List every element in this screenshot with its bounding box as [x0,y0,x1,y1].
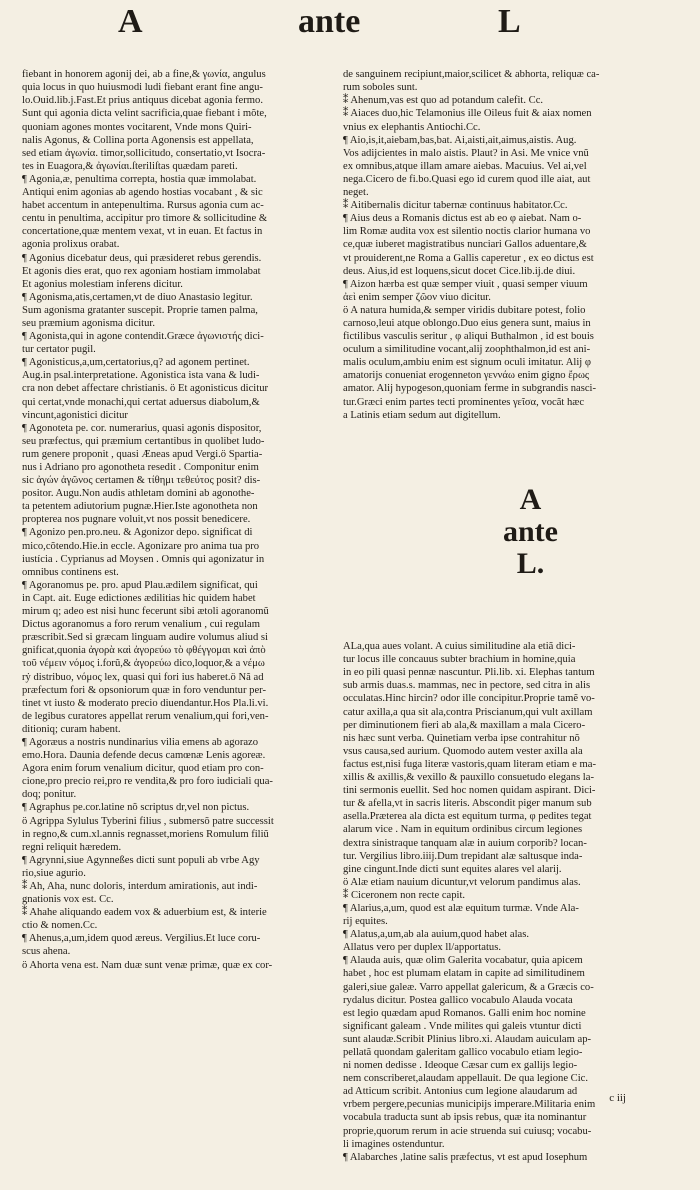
right-column [343,42,673,1190]
signature-mark: c iij [609,1092,626,1104]
section-heading-right-letter: L. [516,546,545,580]
running-head-left-letter: A [118,3,143,40]
section-heading-left-letter: A [519,482,542,516]
left-column-text: fiebant in honorem agonij dei, ab a fine,& γωνία, angulus quia locus in quo huiusmodi ludi fiebant erant fine angu- lo.Ouid.lib.j.Fast.Et prius antiquus dicebat agonia fermo. Sunt qui agonia dicta velint sacrificia,quae fiebant i mõte, quoniam agones montes vocitarent, Vnde mons Quiri- nalis Agonus, & Collina porta Agonensis est appellata, sed etiam ἀγωνία. timor,sollicitudo, consertatio,vt Isocra- tes in Euagora,& ἀγωνίαι.ſteriliſtas quædam pareti. ¶ Agonia,æ, penultima correpta, hostia quæ immolabat. Antiqui enim agonias ab agendo hostias vocabant , & sic habet accentum in antepenultima. Rursus agonia cum ac- centu in penultima, accipitur pro timore & sollicitudine & concertatione,quæ mentem vexat, vt in euan. Et factus in agonia prolixus orabat. ¶ Agonius dicebatur deus, qui præsideret rebus gerendis. Et agonis dies erat, quo rex agoniam hostiam immolabat Et agonius molestiam inferens dicitur. ¶ Agonisma,atis,certamen,vt de diuo Anastasio legitur. Sum agonisma gratanter suscepit. Proprie tamen palma, seu præmium agonisma dicitur. ¶ Agonista,qui in agone contendit.Græce ἀγωνιστής dici- tur certator pugil. ¶ Agonisticus,a,um,certatorius,q? ad agonem pertinet. Aug.in psal.interpretatione. Agonistica ista vana & ludi- cra non debet affectare christianis. ö Et agonisticus dicitur qui certat,vnde monachi,qui certat aduersus diabolum,& vincunt,agonistici dicitur ¶ Agonoteta pe. cor. numerarius, quasi agonis dispositor, seu præfectus, qui præmium certantibus in quolibet ludo- rum genere proponit , quasi Æneas apud Vergi.ö Spartia- nus i Adriano pro agonotheta resedit . Componitur enim sic ἀγών ἀγῶνος certamen & τίθημι τεθεύτος posit? dis- positor. Augu.Non audis athletam domini ab agonothe- ta petentem adiutorium pugnæ.Hier.Iste agonotheta non propterea nos pugnare voluit,vt nos possit benedicere. ¶ Agonizo pen.pro.neu. & Agonizor depo. significat di mico,cõtendo.Hie.in eccle. Agonizare pro anima tua pro iustícia . Cyprianus ad Moysen . Omnis qui agonizatur in omnibus continens est. ¶ Agoranomus pe. pro. apud Plau.ædilem significat, qui in Capt. ait. Euge edictiones ædilitias hic quidem habet mirum q; adeo est nisi hunc fecerunt sibi ætoli agoranomũ Dictus agoranomus a foro rerum venalium , cui regulam præscribit.Sed si græcam linguam audire volumus aliud si gnificat,quonia ἀγορὰ καὶ ἀγορεύω τὸ φθέγγομαι καὶ ἀπὸ τοῦ νέμειν νόμος i.forũ,& ἀγορεύω dico,loquor,& a νέμω rẏ distribuo, νόμος lex, quasi qui fori ius haberet.ö Nã ad præfectum fori & opsoniorum quæ in foro venduntur per- tinet vt iusto & moderato precio diuendantur.Hos Pla.li.vi. de legibus curatores appellat rerum venalium,qui fori,ven- ditioniq; curam habent. ¶ Agoræus a nostris nundinarius vilia emens ab agorazo emo.Hora. Daunia defende decus camœnæ Lenis agoreæ. Agora enim forum venalium dicitur, quod etiam pro con- cione,pro precio rei,pro re vendita,& pro foro iudiciali qua- doq; ponitur. ¶ Agraphus pe.cor.latine nõ scriptus dr,vel non pictus. ö Agrippa Sylulus Tyberini filius , submersõ patre successit in regno,& cum.xl.annis regnasset,moriens Romulum filiũ regni reliquit hæredem. ¶ Agrynni,siue Agynneßes dicti sunt populi ab vrbe Agy rio,siue agurio. ⁑ Ah, Aha, nunc doloris, interdum amirationis, aut indi- gnationis vox est. Cc. ⁑ Ahahe aliquando eadem vox & aduerbium est, & interie ctio & nomen.Cc. ¶ Ahenus,a,um,idem quod æreus. Vergilius.Et luce coru- scus ahena. ö Ahorta vena est. Nam duæ sunt venæ primæ, quæ ex cor- [22,69,274,971]
running-head-right-letter: L [498,3,521,40]
running-head-word: ante [298,3,361,40]
section-heading-word: ante [503,514,558,548]
right-column-text-top: de sanguinem recipiunt,maior,scilicet & abhorta, reliquæ ca- rum soboles sunt. ⁑ Ahenum,vas est quo ad potandum calefit. Cc. ⁑ Aiaces duo,hic Telamonius ille Oileus fuit & aiax nomen vnius ex elephantis Antiochi.Cc. ¶ Aio,is,it,aiebam,bas,bat. Ai,aisti,ait,aimus,aistis. Aug. Vos adijcientes in malo aistis. Plaut? in Asi. Me vnice vnũ ex omnibus,atque illam amare aiebas. Macuius. Vel ai,vel nega.Cicero de fi.bo.Quasi ego id curem quod ille aiat, aut neget. ⁑ Aitibernalis dicitur tabernæ continuus habitator.Cc. ¶ Aius deus a Romanis dictus est ab eo φ aiebat. Nam o- lim Romæ audita vox est silentio noctis clarior humana vo ce,quæ iuberet magistratibus nunciari Gallos aduentare,& vt prouiderent,ne Roma a Gallis caperetur , ex eo dictus est deus. Aius,id est loquens,sicut docet Cice.lib.ij.de diui. ¶ Aizon hærba est quæ semper viuit , quasi semper viuum ἀεὶ enim semper ζῶον viuo dicitur. ö A natura humida,& semper viridis dubitare potest, folio carnoso,leui atque oblongo.Duo eius genera sunt, maius in fictilibus vasculis seritur , φ aliqui Buthalmon , id est bouis oculum a similitudine vocant,alij zoophthalmon,id est ani- malis oculum,ambiu enim est signum oculi imitatur. Alij φ amatorijs conueniat erogenneton γεννάω enim gigno ἔρως amator. Alij hypogeson,quoniam ferme in subgrandis nasci- tur.Græci enim partes tecti prominentes γεῖσα, vocãt hæc a Latinis etiam sedum aut digitellum. [343,69,600,421]
section-heading [343,452,673,612]
right-column-text-bottom: ALa,qua aues volant. A cuius similitudine ala etiã dici- tur locus ille concauus subter brachium in homine,quia in eo pili quasi pennæ nascuntur. Pli.lib. xi. Elephas tantum sub armis duas.s. mammas, nec in pectore, sed citra in alis occulatas.Hinc hircin? odor ille concipitur.Proprie tamẽ vo- catur axilla,a qua sit ala,contra Priscianum,qui vult axillam per diminutionem fieri ab ala,& maxillam a mala Cicero- nis hæc sunt verba. Quinetiam verba ipse contrahitur nõ vsus causa,sed aurium. Quomodo autem vester axilla ala factus est,nisi fuga literæ vastoris,quam literam etiam e ma- xillis & axillis,& vexillo & pauxillo consuetudo elegans la- tini sermonis euellit. Sed hoc nomen quidam aspirant. Dici- tur & afella,vt in sacris literis. Abscondit piger manum sub asella.Præterea ala dicta est equitum turma, φ pedites tegat alarum vice . Nam in equitum ordinibus circum legiones dextra sinistraque tanquam alæ in auium corporib? locan- tur. Vergilius libro.iiij.Dum trepidant alæ saltusque inda- gine cingunt.Inde dicti sunt equites alares vel alarij. ö Alæ etiam nauium dicuntur,vt velorum pandimus alas. ⁑ Ciceronem non recte capit. ¶ Alarius,a,um, quod est alæ equitum turmæ. Vnde Ala- rij equites. ¶ Alatus,a,um,ab ala auium,quod habet alas. Allatus vero per duplex ll/apportatus. ¶ Alauda auis, quæ olim Galerita vocabatur, quia apicem habet , hoc est plumam elatam in capite ad similitudinem galeri,siue galeæ. Varro appellat galericum, & a Græcis co- rydalus dicitur. Postea gallico vocabulo Alauda vocata est legio quædam apud Romanos. Galli enim hoc nomine significant galeam . Vnde milites qui galeis vtuntur dicti sunt alaudæ.Scribit Plinius libro.xi. Alaudam auiculam ap- pellatã quondam galeritam gallico vocabulo etiam legio- ni nomen dedisse . Ideoque Cæsar cum ex gallijs legio- nem conscriberet,alaudam appellauit. De qua legione Cic. ad Atticum scribit. Antonius cum legione alaudarum ad vrbem pergere,pecunias municipijs imperare.Militaria enim vocabula traducta sunt ab ipsis rebus, quæ ita nominantur proprie,quorum rerum in acie struenda sui cuiusq; vocabu- li imagines ostenduntur. ¶ Alabarches ,latine salis præfectus, vt est apud Iosephum [343,641,596,1163]
left-column [22,42,340,998]
